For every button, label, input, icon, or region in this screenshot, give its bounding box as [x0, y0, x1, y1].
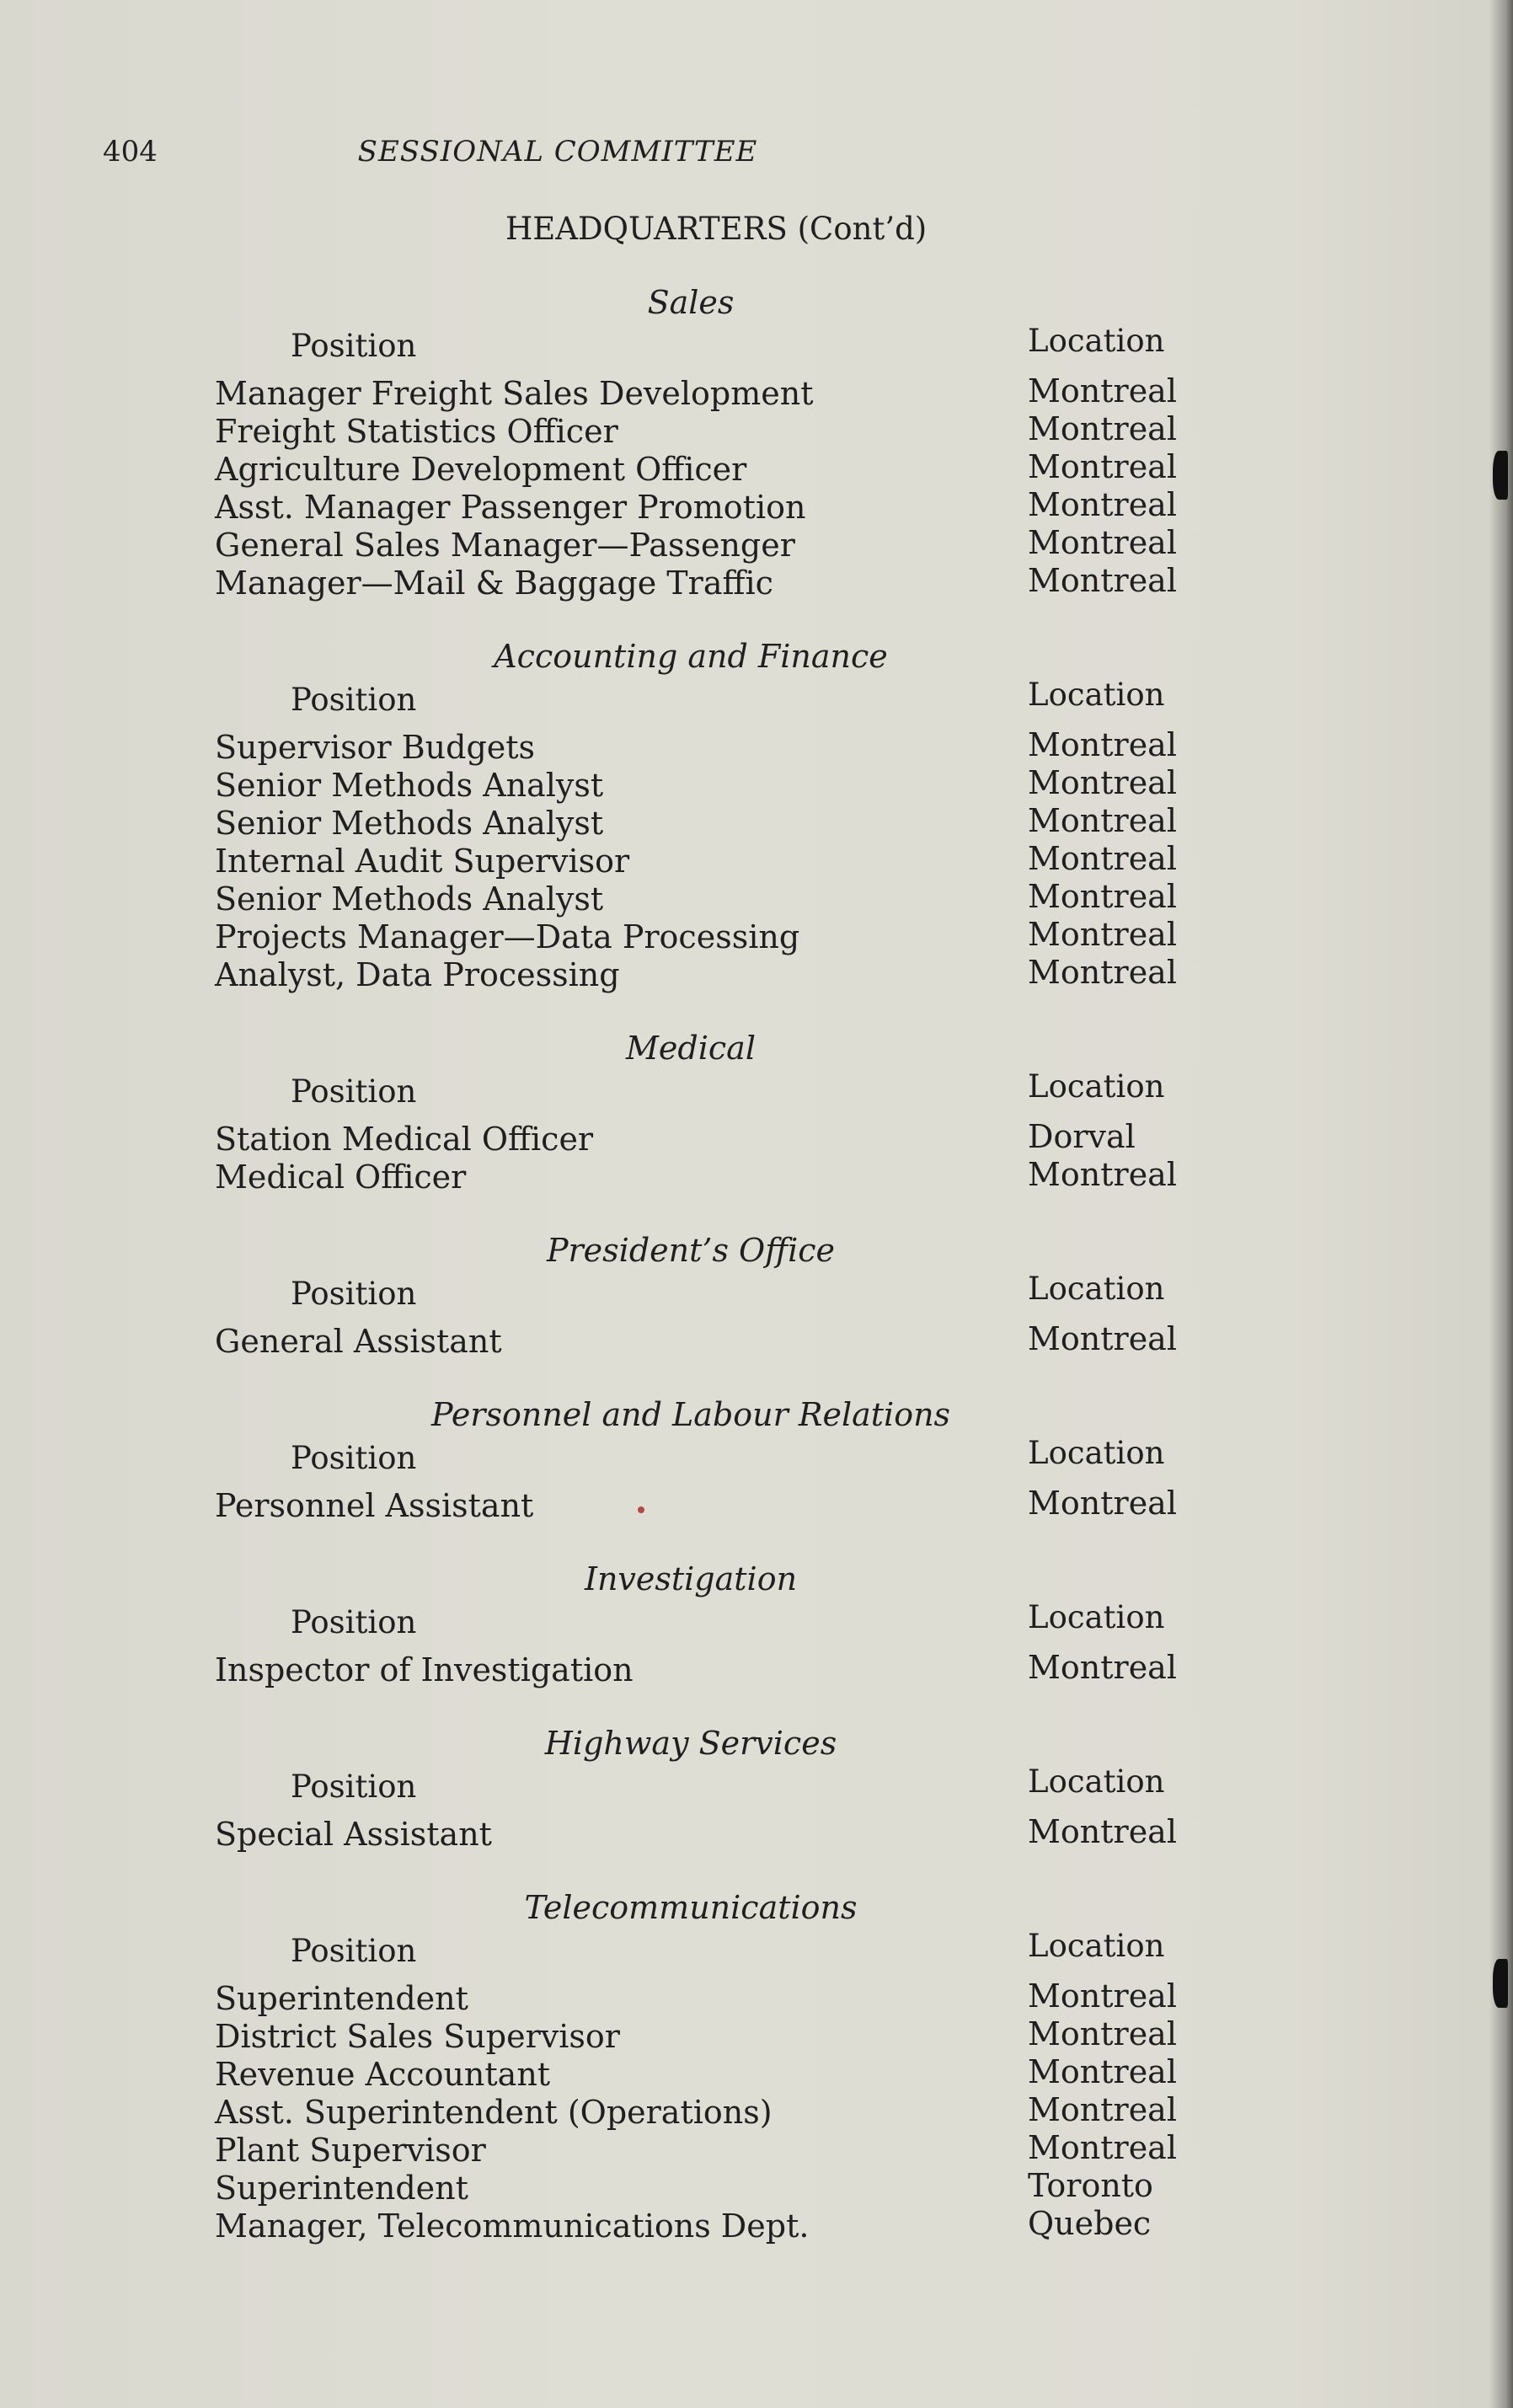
position-title: District Sales Supervisor	[215, 2018, 620, 2055]
column-headers	[215, 1599, 1192, 1646]
location-column-header: Location	[1028, 1599, 1165, 1635]
running-title: SESSIONAL COMMITTEE	[357, 135, 758, 169]
binding-mark	[1493, 451, 1508, 500]
location-name: Toronto	[1028, 2167, 1153, 2204]
page-number: 404	[103, 135, 158, 169]
table-row	[215, 486, 1192, 527]
section	[215, 1887, 1192, 2245]
column-headers	[215, 1271, 1192, 1318]
location-column-header: Location	[1028, 1763, 1165, 1800]
position-title: Asst. Superintendent (Operations)	[215, 2094, 773, 2131]
table-row	[215, 2091, 1192, 2132]
location-column-header: Location	[1028, 1068, 1165, 1105]
page-spine-shadow	[1489, 0, 1513, 2408]
table-row	[215, 372, 1192, 413]
position-title: General Assistant	[215, 1323, 502, 1360]
location-name: Montreal	[1028, 2015, 1177, 2052]
position-title: Asst. Manager Passenger Promotion	[215, 489, 806, 526]
location-name: Montreal	[1028, 1649, 1177, 1686]
section-title: President’s Office	[546, 1232, 836, 1269]
location-name: Montreal	[1028, 726, 1177, 763]
section-title: Personnel and Labour Relations	[430, 1396, 951, 1433]
position-column-header: Position	[291, 682, 417, 718]
position-title: Supervisor Budgets	[215, 729, 536, 766]
table-row	[215, 956, 1192, 994]
position-column-header: Position	[291, 1933, 417, 1969]
position-column-header: Position	[291, 1769, 417, 1805]
location-name: Montreal	[1028, 372, 1177, 409]
section-title: Investigation	[584, 1560, 798, 1597]
column-headers	[215, 1928, 1192, 1975]
location-name: Montreal	[1028, 486, 1177, 523]
section-title: Telecommunications	[524, 1889, 858, 1926]
location-name: Montreal	[1028, 2053, 1177, 2090]
location-name: Montreal	[1028, 1977, 1177, 2015]
position-title: Freight Statistics Officer	[215, 413, 618, 450]
location-column-header: Location	[1028, 677, 1165, 713]
location-name: Montreal	[1028, 1320, 1177, 1357]
section	[215, 1559, 1192, 1689]
position-title: Analyst, Data Processing	[215, 956, 620, 993]
position-column-header: Position	[291, 1440, 417, 1476]
binding-mark	[1493, 1959, 1508, 2008]
location-name: Montreal	[1028, 802, 1177, 839]
table-row	[215, 726, 1192, 767]
table-row	[215, 1977, 1192, 2018]
location-name: Dorval	[1028, 1118, 1136, 1155]
section	[215, 1230, 1192, 1361]
location-name: Montreal	[1028, 410, 1177, 447]
position-title: Superintendent	[215, 2170, 468, 2207]
column-headers	[215, 1068, 1192, 1116]
position-title: Manager—Mail & Baggage Traffic	[215, 565, 773, 602]
table-row	[215, 1118, 1192, 1159]
position-column-header: Position	[291, 328, 417, 364]
section-title: Accounting and Finance	[494, 638, 888, 675]
location-column-header: Location	[1028, 1435, 1165, 1471]
position-title: Plant Supervisor	[215, 2132, 486, 2169]
table-row	[215, 524, 1192, 565]
position-column-header: Position	[291, 1276, 417, 1312]
column-headers	[215, 1435, 1192, 1482]
position-title: Internal Audit Supervisor	[215, 843, 630, 880]
location-name: Montreal	[1028, 840, 1177, 877]
table-row	[215, 410, 1192, 451]
table-row	[215, 2015, 1192, 2056]
section	[215, 1723, 1192, 1854]
table-row	[215, 918, 1192, 956]
position-title: Personnel Assistant	[215, 1487, 534, 1524]
section	[215, 1028, 1192, 1196]
location-column-header: Location	[1028, 1928, 1165, 1964]
table-row	[215, 1813, 1192, 1854]
section-title: Sales	[647, 284, 735, 321]
location-name: Montreal	[1028, 954, 1177, 991]
table-row	[215, 2129, 1192, 2170]
location-name: Montreal	[1028, 1813, 1177, 1850]
position-title: Projects Manager—Data Processing	[215, 918, 800, 955]
location-name: Montreal	[1028, 562, 1177, 599]
table-row	[215, 1320, 1192, 1361]
table-row	[215, 880, 1192, 918]
section	[215, 282, 1192, 602]
location-name: Montreal	[1028, 524, 1177, 561]
column-headers	[215, 323, 1192, 370]
positions-listing	[215, 282, 1192, 2279]
table-row	[215, 802, 1192, 843]
table-row	[215, 2167, 1192, 2207]
table-row	[215, 2207, 1192, 2245]
table-row	[215, 1156, 1192, 1196]
location-name: Quebec	[1028, 2205, 1152, 2242]
column-headers	[215, 1763, 1192, 1811]
location-name: Montreal	[1028, 764, 1177, 801]
location-name: Montreal	[1028, 448, 1177, 485]
location-name: Montreal	[1028, 1156, 1177, 1193]
location-column-header: Location	[1028, 1271, 1165, 1307]
page-header	[103, 135, 979, 177]
location-name: Montreal	[1028, 878, 1177, 915]
position-column-header: Position	[291, 1604, 417, 1640]
table-row	[215, 840, 1192, 880]
location-column-header: Location	[1028, 323, 1165, 359]
section-title: Medical	[626, 1030, 756, 1067]
section	[215, 636, 1192, 994]
table-row	[215, 1487, 1192, 1525]
position-title: Revenue Accountant	[215, 2056, 551, 2093]
location-name: Montreal	[1028, 2091, 1177, 2128]
location-name: Montreal	[1028, 916, 1177, 953]
table-row	[215, 2053, 1192, 2094]
table-row	[215, 562, 1192, 602]
position-title: Superintendent	[215, 1980, 468, 2017]
section-title: Highway Services	[544, 1725, 837, 1762]
location-name: Montreal	[1028, 1485, 1177, 1522]
position-title: Special Assistant	[215, 1816, 492, 1853]
position-column-header: Position	[291, 1073, 417, 1110]
position-title: Senior Methods Analyst	[215, 767, 604, 804]
position-title: Station Medical Officer	[215, 1121, 594, 1158]
table-row	[215, 1651, 1192, 1689]
section	[215, 1394, 1192, 1525]
page-heading: HEADQUARTERS (Cont’d)	[505, 211, 928, 247]
position-title: Manager Freight Sales Development	[215, 375, 814, 412]
table-row	[215, 448, 1192, 489]
position-title: Manager, Telecommunications Dept.	[215, 2207, 810, 2245]
position-title: Inspector of Investigation	[215, 1651, 634, 1688]
position-title: Senior Methods Analyst	[215, 805, 604, 842]
position-title: General Sales Manager—Passenger	[215, 527, 795, 564]
position-title: Agriculture Development Officer	[215, 451, 747, 488]
table-row	[215, 764, 1192, 805]
position-title: Medical Officer	[215, 1159, 467, 1196]
column-headers	[215, 677, 1192, 724]
position-title: Senior Methods Analyst	[215, 880, 604, 918]
location-name: Montreal	[1028, 2129, 1177, 2166]
